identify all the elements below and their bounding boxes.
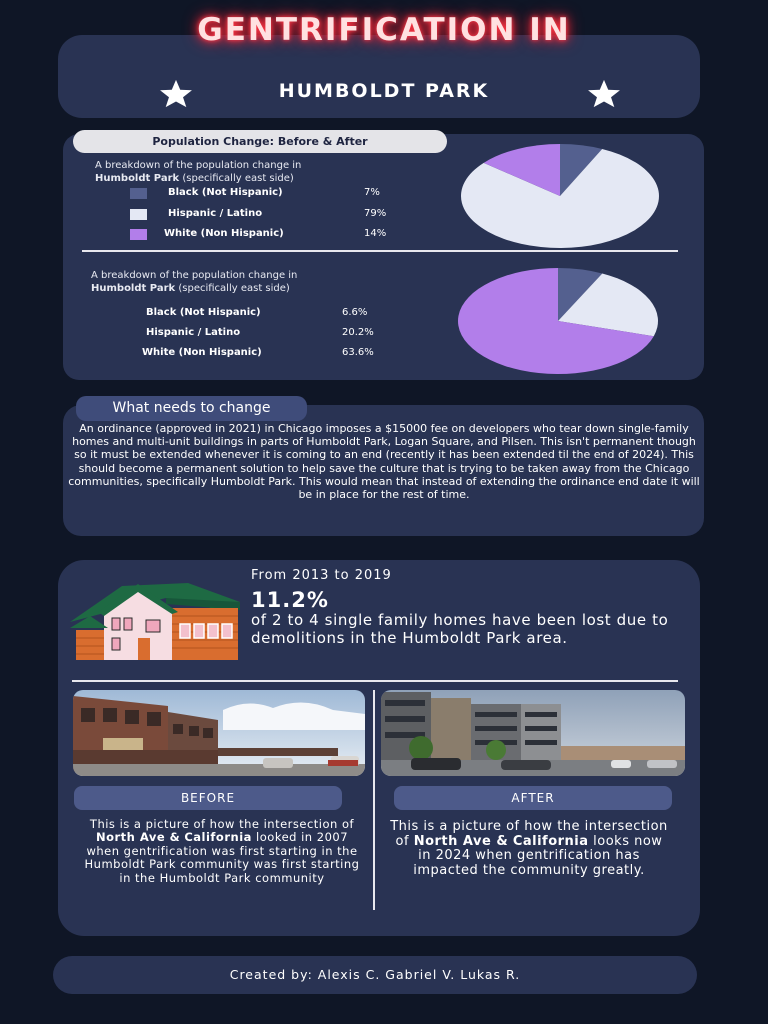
- legend-value: 79%: [364, 208, 387, 219]
- change-body-text: An ordinance (approved in 2021) in Chicago imposes a $15000 fee on developers who tear down single-family homes and multi-unit buildings in parts of Humboldt Park, Logan Square, and Pilsen. This isn't permanent though so it must be extended whenever it is coming to an end (recently it has been extended til the end of 2024). This should become a permanent solution to help save the culture that is trying to be taken away from the Chicago communities, specifically Humboldt Park. This would mean that instead of extending the ordinance end date it will be in place for the rest of time.: [68, 422, 700, 502]
- divider: [72, 680, 678, 682]
- population-heading: Population Change: Before & After: [73, 130, 447, 153]
- divider: [82, 250, 678, 252]
- vertical-divider: [373, 690, 375, 910]
- legend-swatch-hispanic: [130, 209, 147, 220]
- caption-bold: North Ave &: [95, 830, 181, 845]
- after-description: [91, 269, 297, 295]
- pie-chart-before: [460, 143, 660, 249]
- legend-value: 6.6%: [342, 307, 368, 318]
- legend-label: Black (Not Hispanic): [146, 307, 261, 318]
- before-caption: [84, 818, 360, 885]
- legend-value: 7%: [364, 187, 380, 198]
- legend-label: Hispanic / Latino: [168, 208, 263, 219]
- legend-label: Hispanic / Latino: [146, 327, 241, 338]
- period-text: From 2013 to 2019: [251, 568, 392, 583]
- page-subtitle: HUMBOLDT PARK: [278, 80, 490, 102]
- desc-line: A breakdown of the population change in: [91, 270, 298, 281]
- page-title: GENTRIFICATION IN: [197, 12, 571, 48]
- caption-text: looks now in 2024 when gentrification has impacted the community greatly.: [413, 833, 663, 878]
- after-label: AFTER: [394, 786, 672, 810]
- homes-lost-text: of 2 to 4 single family homes have been lost due to demolitions in the Humboldt Park area.: [251, 611, 669, 647]
- before-label: BEFORE: [74, 786, 342, 810]
- desc-bold: Humboldt Park: [95, 173, 180, 184]
- desc-bold: Humboldt Park: [91, 283, 176, 294]
- before-photo: [73, 690, 365, 776]
- legend-value: 20.2%: [342, 327, 374, 338]
- caption-bold: North Ave &: [413, 833, 509, 849]
- legend-label: White (Non Hispanic): [164, 228, 284, 239]
- before-description: [95, 159, 301, 185]
- caption-text: looked in 2007 when gentrification was first starting in the Humboldt Park community was first starting in the Humboldt Park community: [84, 830, 360, 885]
- desc-rest: (specifically east side): [175, 283, 290, 294]
- legend-value: 63.6%: [342, 347, 374, 358]
- legend-swatch-white: [130, 229, 147, 240]
- percent-stat: 11.2%: [251, 588, 329, 612]
- credits-text: Created by: Alexis C. Gabriel V. Lukas R.: [229, 967, 521, 982]
- pie-chart-after: [457, 268, 659, 375]
- desc-rest: (specifically east side): [179, 173, 294, 184]
- house-icon: [68, 580, 246, 666]
- change-heading: What needs to change: [76, 396, 307, 421]
- caption-bold: California: [184, 830, 252, 845]
- after-photo: [381, 690, 685, 776]
- caption-text: This is a picture of how the intersection of: [390, 819, 668, 849]
- legend-label: White (Non Hispanic): [142, 347, 262, 358]
- caption-text: This is a picture of how the intersection of: [89, 817, 355, 831]
- legend-swatch-black: [130, 188, 147, 199]
- legend-value: 14%: [364, 228, 387, 239]
- caption-bold: California: [512, 833, 589, 849]
- legend-label: Black (Not Hispanic): [168, 187, 283, 198]
- desc-line: A breakdown of the population change in: [95, 160, 302, 171]
- after-caption: [388, 820, 670, 878]
- star-icon: [585, 78, 623, 108]
